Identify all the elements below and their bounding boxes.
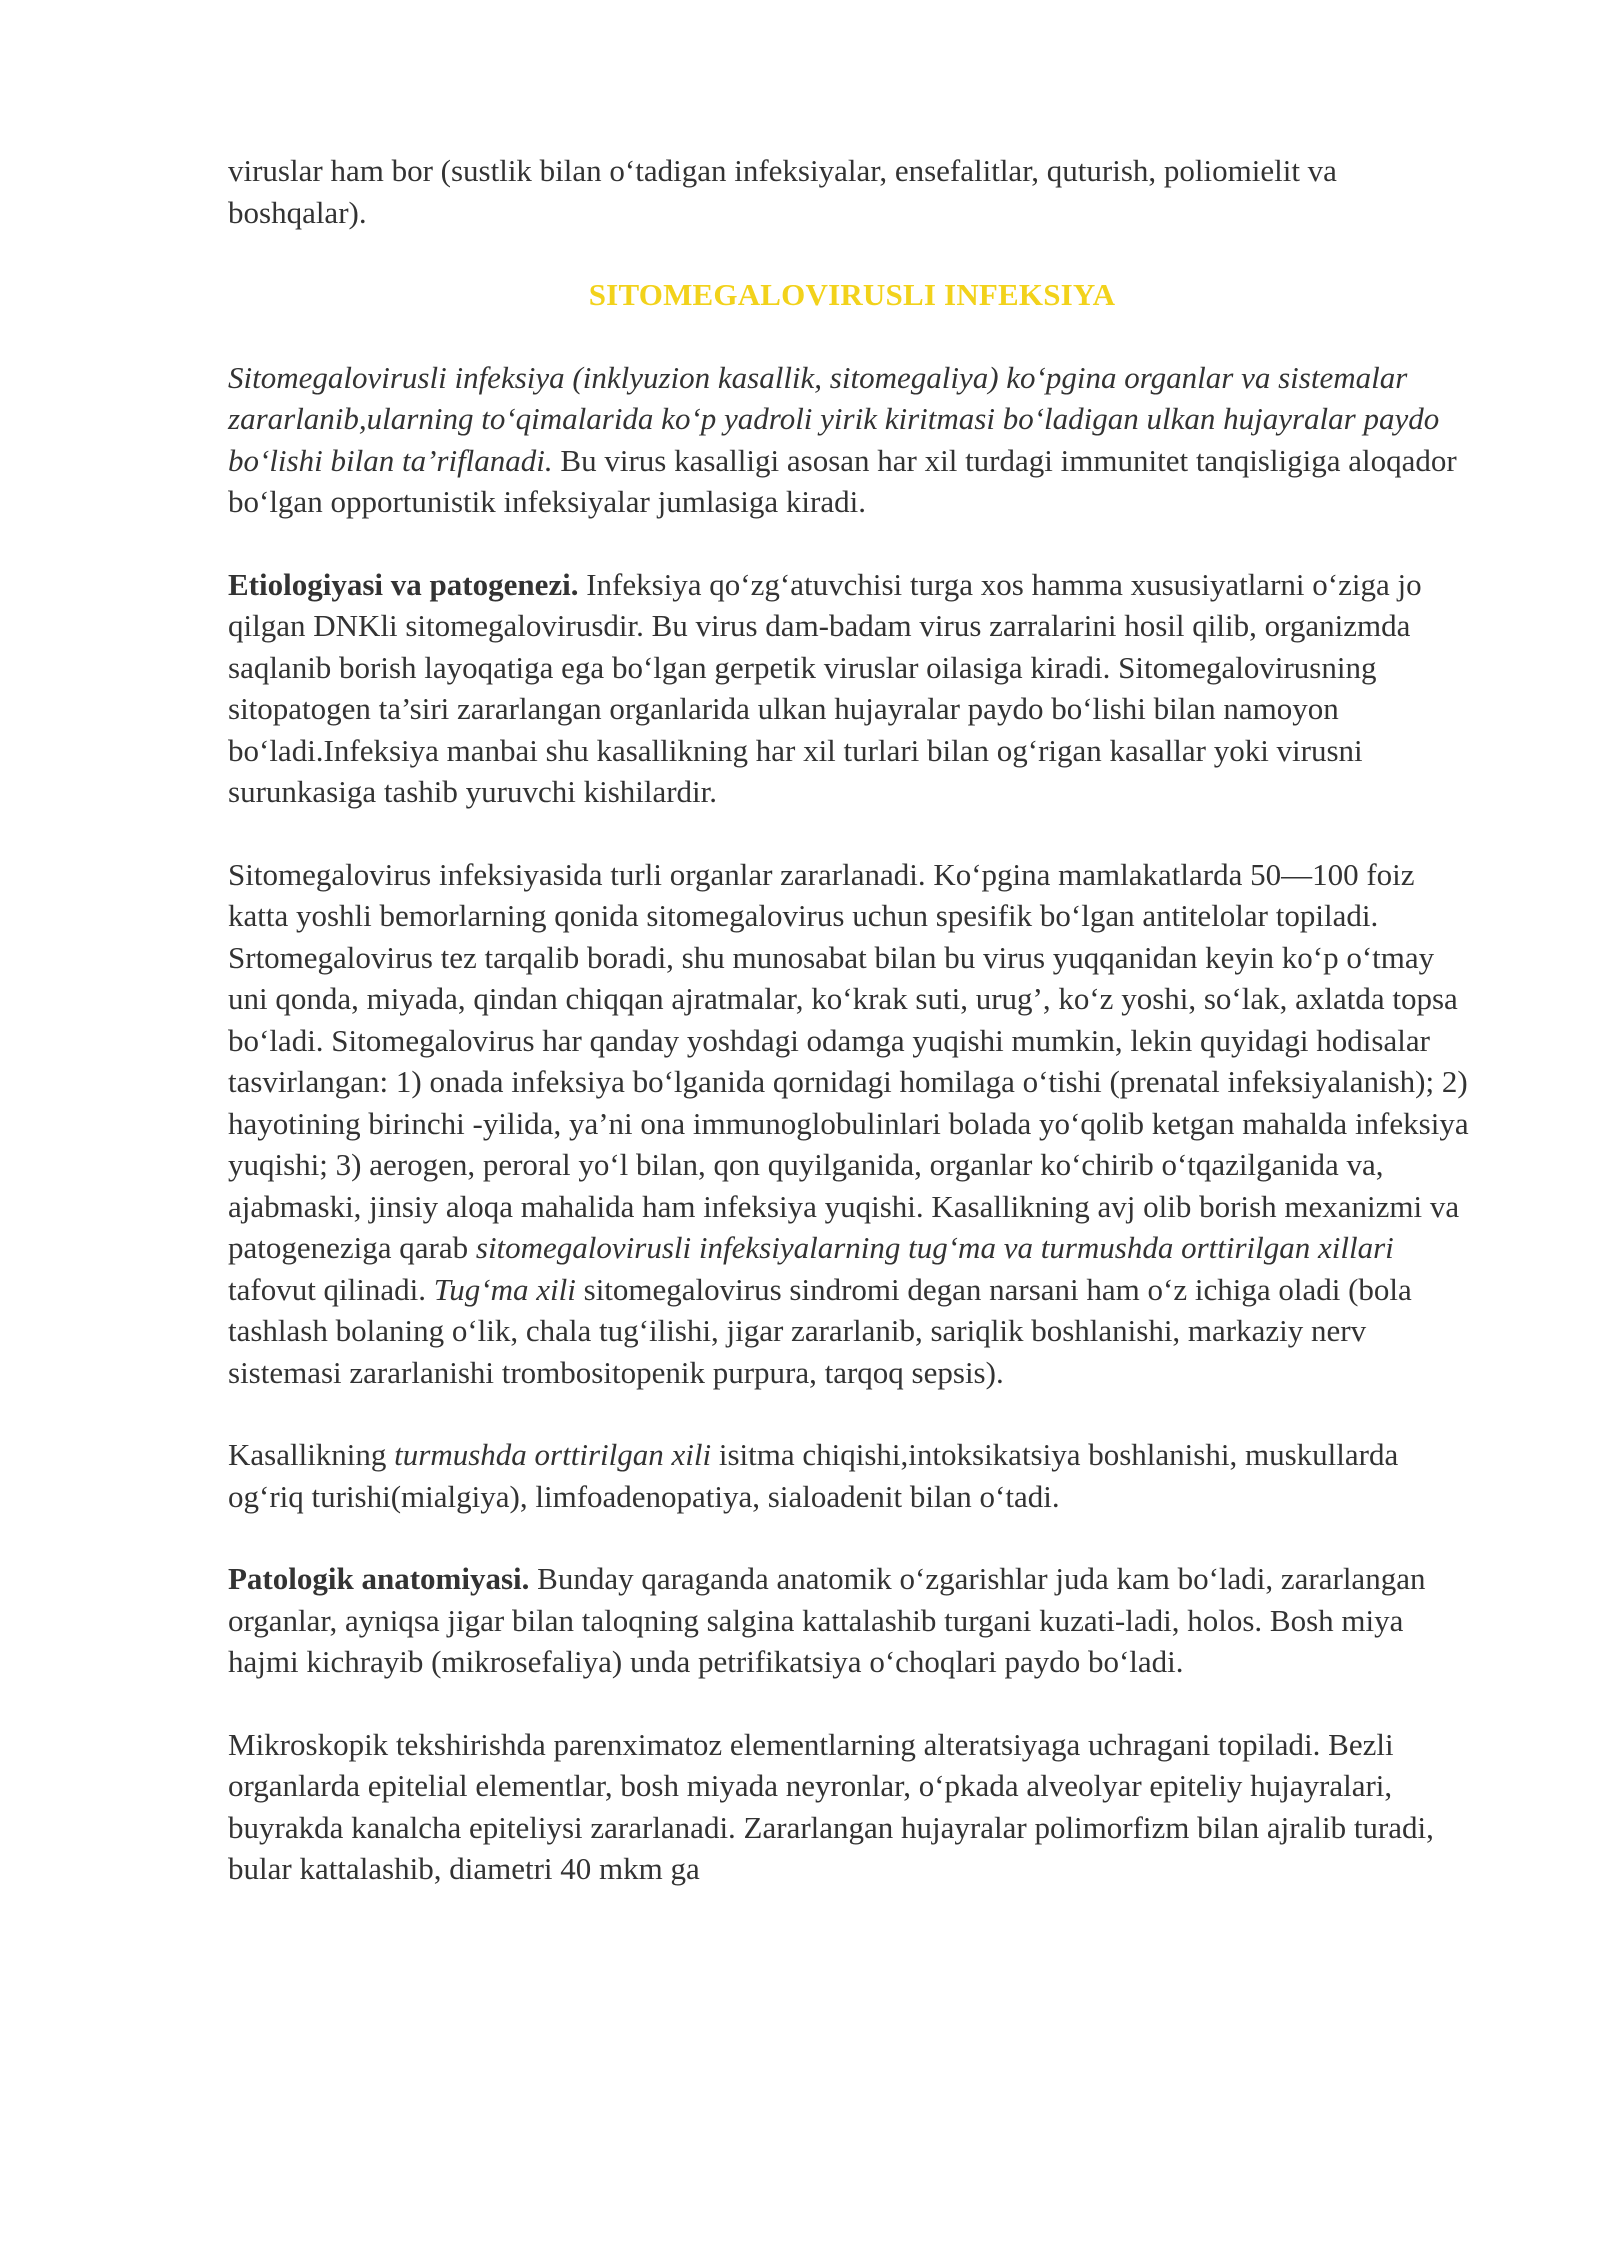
acquired-paragraph xyxy=(228,1434,1476,1517)
organs-italic-2: Tugʻma xili xyxy=(433,1271,576,1307)
definition-italic: Sitomegalovirusli infeksiya (inklyuzion kasallik, sitomegaliya) koʻpgina organlar va sistemalar zararlanib,ularning toʻqimalarida koʻp yadroli yirik kiritmasi boʻladigan ulkan hujayralar paydo boʻlishi bilan ta’riflanadi. xyxy=(228,359,1440,478)
pathology-label: Patologik anatomiyasi. xyxy=(228,1561,530,1596)
pathology-text: Bunday qaraganda anatomik oʻzgarishlar juda kam boʻladi, zararlangan organlar, ayniqsa jigar bilan taloqning salgina kattalashib turgani kuzati-ladi, holos. Bosh miya hajmi kichrayib (mikrosefaliya) unda petrifikatsiya oʻchoqlari paydo boʻladi. xyxy=(228,1561,1426,1679)
etiology-text: Infeksiya qoʻzgʻatuvchisi turga xos hamma xususiyatlarni oʻziga jo qilgan DNKli sitomegalovirusdir. Bu virus dam-badam virus zarralarini hosil qilib, organizmda saqlanib borish layoqatiga ega boʻlgan gerpetik viruslar oilasiga kiradi. Sitomegalovirusning sitopatogen ta’siri zararlangan organlarida ulkan hujayralar paydo boʻlishi bilan namoyon boʻladi.Infeksiya manbai shu kasallikning har xil turlari bilan ogʻrigan kasallar yoki virusni surunkasiga tashib yuruvchi kishilardir. xyxy=(228,566,1422,809)
definition-paragraph xyxy=(228,357,1476,523)
organs-paragraph xyxy=(228,854,1476,1394)
organs-italic-1: sitomegalovirusli infeksiyalarning tugʻma va turmushda orttirilgan xillari xyxy=(475,1230,1394,1265)
section-heading: SITOMEGALOVIRUSLI INFEKSIYA xyxy=(588,277,1116,312)
document-page xyxy=(228,150,1476,1931)
intro-paragraph: viruslar ham bor (sustlik bilan oʻtadigan infeksiyalar, ensefalitlar, quturish, poliomielit va boshqalar). xyxy=(228,153,1337,230)
organs-text-2: tafovut qilinadi. xyxy=(228,1271,434,1307)
acquired-italic: turmushda orttirilgan xili xyxy=(394,1437,712,1472)
definition-text: Bu virus kasalligi asosan har xil turdagi immunitet tanqisligiga aloqador boʻlgan opportunistik infeksiyalar jumlasiga kiradi. xyxy=(228,442,1457,519)
pathology-paragraph xyxy=(228,1558,1476,1683)
organs-text-1: Sitomegalovirus infeksiyasida turli organlar zararlanadi. Koʻpgina mamlakatlarda 50—100 foiz katta yoshli bemorlarning qonida sitomegalovirus uchun spesifik boʻlgan antitelolar topiladi. Srtomegalovirus tez tarqalib boradi, shu munosabat bilan bu virus yuqqanidan keyin koʻp oʻtmay uni qonda, miyada, qindan chiqqan ajratmalar, koʻkrak suti, urug’, koʻz yoshi, soʻlak, axlatda topsa boʻladi. Sitomegalovirus har qanday yoshdagi odamga yuqishi mumkin, lekin quyidagi hodisalar tasvirlangan: 1) onada infeksiya boʻlganida qornidagi homilaga oʻtishi (prenatal infeksiyalanish); 2) hayotining birinchi -yilida, ya’ni ona immunoglobulinlari bolada yoʻqolib ketgan mahalda infeksiya yuqishi; 3) aerogen, peroral yoʻl bilan, qon quyilganida, organlar koʻchirib oʻtqazilganida va, ajabmaski, jinsiy aloqa mahalida ham infeksiya yuqishi. Kasallikning avj olib borish mexanizmi va patogeneziga qarab xyxy=(228,856,1469,1265)
acquired-text-2: isitma chiqishi,intoksikatsiya boshlanishi, muskullarda ogʻriq turishi(mialgiya), limfoadenopatiya, sialoadenit bilan oʻtadi. xyxy=(228,1437,1399,1514)
acquired-text-1: Kasallikning xyxy=(228,1437,395,1472)
organs-text-3: sitomegalovirus sindromi degan narsani ham oʻz ichiga oladi (bola tashlash bolaning oʻlik, chala tugʻilishi, jigar zararlanib, sariqlik boshlanishi, markaziy nerv sistemasi zararlanishi trombositopenik purpura, tarqoq sepsis). xyxy=(228,1271,1412,1390)
etiology-paragraph xyxy=(228,564,1476,813)
etiology-label: Etiologiyasi va patogenezi. xyxy=(228,566,579,602)
microscopy-paragraph: Mikroskopik tekshirishda parenximatoz elementlarning alteratsiyaga uchragani topiladi. Bezli organlarda epitelial elementlar, bosh miyada neyronlar, oʻpkada alveolyar epiteliy hujayralari, buyrakda kanalcha epiteliysi zararlanadi. Zararlangan hujayralar polimorfizm bilan ajralib turadi, bular kattalashib, diametri 40 mkm ga xyxy=(228,1726,1434,1886)
